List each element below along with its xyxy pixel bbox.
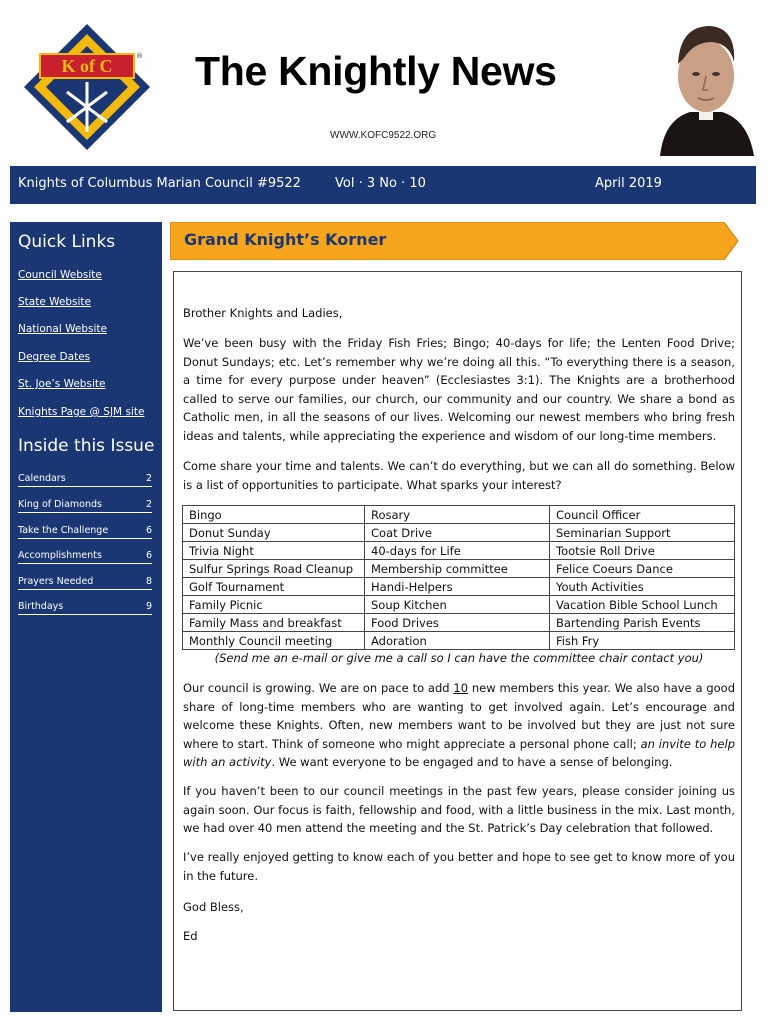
issue-date: April 2019 xyxy=(595,176,662,191)
article-box xyxy=(173,271,742,1011)
table-cell: Family Mass and breakfast xyxy=(183,614,365,632)
table-row xyxy=(183,632,735,650)
issue-item[interactable] xyxy=(18,576,152,590)
table-row xyxy=(183,560,735,578)
table-cell: Food Drives xyxy=(365,614,550,632)
issue-item[interactable] xyxy=(18,550,152,564)
issue-item-page: 9 xyxy=(145,601,152,612)
link-st-joes-website[interactable]: St. Joe’s Website xyxy=(18,378,106,390)
table-row xyxy=(183,524,735,542)
table-cell: 40-days for Life xyxy=(365,542,550,560)
table-cell: Monthly Council meeting xyxy=(183,632,365,650)
paragraph-2: Come share your time and talents. We can’t do everything, but we can all do something. Below is a list of opportunities to participate. What sparks your interest? xyxy=(183,459,735,492)
paragraph-3 xyxy=(183,679,735,772)
issue-item[interactable] xyxy=(18,499,152,513)
founder-portrait xyxy=(654,12,758,156)
newsletter-title: The Knightly News xyxy=(195,48,557,94)
paragraph-3-part-b: new members this year. We also have a good share of long-time members who are wanting to get involved again. Let’s encourage and welcome these Knights. Often, new members want to be involved but they are just not sure where to start. Think of someone who might appreciate a personal phone call; xyxy=(183,681,735,751)
kofc-emblem-logo xyxy=(22,22,152,152)
table-cell: Soup Kitchen xyxy=(365,596,550,614)
table-cell: Family Picnic xyxy=(183,596,365,614)
link-council-website[interactable]: Council Website xyxy=(18,269,102,281)
table-caption: (Send me an e-mail or give me a call so I can have the committee chair contact you) xyxy=(214,651,704,665)
quick-links-heading: Quick Links xyxy=(18,232,116,252)
issue-item[interactable] xyxy=(18,525,152,539)
table-cell: Rosary xyxy=(365,506,550,524)
table-cell: Adoration xyxy=(365,632,550,650)
paragraph-1: We’ve been busy with the Friday Fish Fries; Bingo; 40-days for life; the Lenten Food Drive; Donut Sundays; etc. Let’s remember why we’re doing all this. “To everything there is a season, a time for every purpose under heaven” (Ecclesiastes 3:1). The Knights are a brotherhood called to serve our families, our church, our community and our country. We share a bond as Catholic men, in all the seasons of our lives. Welcoming our newest members who bring fresh ideas and talents, while appreciating the experience and wisdom of our long-time members. xyxy=(183,336,735,443)
issue-item-title: Prayers Needed xyxy=(18,576,94,587)
issue-item[interactable] xyxy=(18,473,152,487)
table-cell: Donut Sunday xyxy=(183,524,365,542)
website-link[interactable]: WWW.KOFC9522.ORG xyxy=(330,130,437,141)
closing: God Bless, xyxy=(183,900,244,914)
volume-number: Vol · 3 No · 10 xyxy=(335,176,426,191)
paragraph-3-emphasis: an invite to help with an activity xyxy=(183,736,735,769)
link-knights-page[interactable]: Knights Page @ SJM site xyxy=(18,406,145,418)
opportunities-table xyxy=(182,505,735,650)
article-heading: Grand Knight’s Korner xyxy=(184,230,387,249)
table-row xyxy=(183,506,735,524)
table-cell: Golf Tournament xyxy=(183,578,365,596)
issue-item[interactable] xyxy=(18,601,152,615)
issue-item-title: King of Diamonds xyxy=(18,499,102,510)
svg-text:®: ® xyxy=(136,52,143,60)
table-cell: Handi-Helpers xyxy=(365,578,550,596)
issue-item-page: 6 xyxy=(145,550,152,561)
council-name: Knights of Columbus Marian Council #9522 xyxy=(18,176,301,191)
table-cell: Council Officer xyxy=(550,506,735,524)
paragraph-5: I’ve really enjoyed getting to know each of you better and hope to see get to know more of you in the future. xyxy=(183,850,735,883)
issue-item-title: Calendars xyxy=(18,473,66,484)
link-national-website[interactable]: National Website xyxy=(18,323,107,335)
issue-item-page: 2 xyxy=(145,473,152,484)
table-cell: Trivia Night xyxy=(183,542,365,560)
issue-item-title: Birthdays xyxy=(18,601,64,612)
table-row xyxy=(183,596,735,614)
table-cell: Fish Fry xyxy=(550,632,735,650)
table-row xyxy=(183,542,735,560)
link-degree-dates[interactable]: Degree Dates xyxy=(18,351,91,363)
table-cell: Tootsie Roll Drive xyxy=(550,542,735,560)
new-members-count: 10 xyxy=(453,681,469,695)
table-row xyxy=(183,578,735,596)
issue-item-page: 6 xyxy=(145,525,152,536)
paragraph-3-part-a: Our council is growing. We are on pace to add xyxy=(183,681,454,695)
logo-text: K of C xyxy=(61,56,113,76)
issue-item-title: Accomplishments xyxy=(18,550,102,561)
issue-item-page: 2 xyxy=(145,499,152,510)
issue-item-page: 8 xyxy=(145,576,152,587)
article-heading-banner xyxy=(170,222,740,260)
issue-item-title: Take the Challenge xyxy=(18,525,109,536)
table-cell: Bartending Parish Events xyxy=(550,614,735,632)
table-cell: Coat Drive xyxy=(365,524,550,542)
paragraph-4: If you haven’t been to our council meetings in the past few years, please consider joining us again soon. Our focus is faith, fellowship and food, with a little business in the mix. Last month, we had over 40 men attend the meeting and the St. Patrick’s Day celebration that followed. xyxy=(183,784,735,835)
signature: Ed xyxy=(183,929,198,943)
table-cell: Youth Activities xyxy=(550,578,735,596)
sidebar xyxy=(10,222,162,1012)
table-row xyxy=(183,614,735,632)
table-cell: Membership committee xyxy=(365,560,550,578)
masthead-banner xyxy=(10,166,756,204)
table-cell: Felice Coeurs Dance xyxy=(550,560,735,578)
link-state-website[interactable]: State Website xyxy=(18,296,91,308)
paragraph-3-part-c: . We want everyone to be engaged and to have a sense of belonging. xyxy=(271,755,673,769)
table-cell: Sulfur Springs Road Cleanup xyxy=(183,560,365,578)
inside-this-issue-heading: Inside this Issue xyxy=(18,436,155,456)
table-cell: Bingo xyxy=(183,506,365,524)
salutation: Brother Knights and Ladies, xyxy=(183,306,343,320)
table-cell: Vacation Bible School Lunch xyxy=(550,596,735,614)
table-cell: Seminarian Support xyxy=(550,524,735,542)
